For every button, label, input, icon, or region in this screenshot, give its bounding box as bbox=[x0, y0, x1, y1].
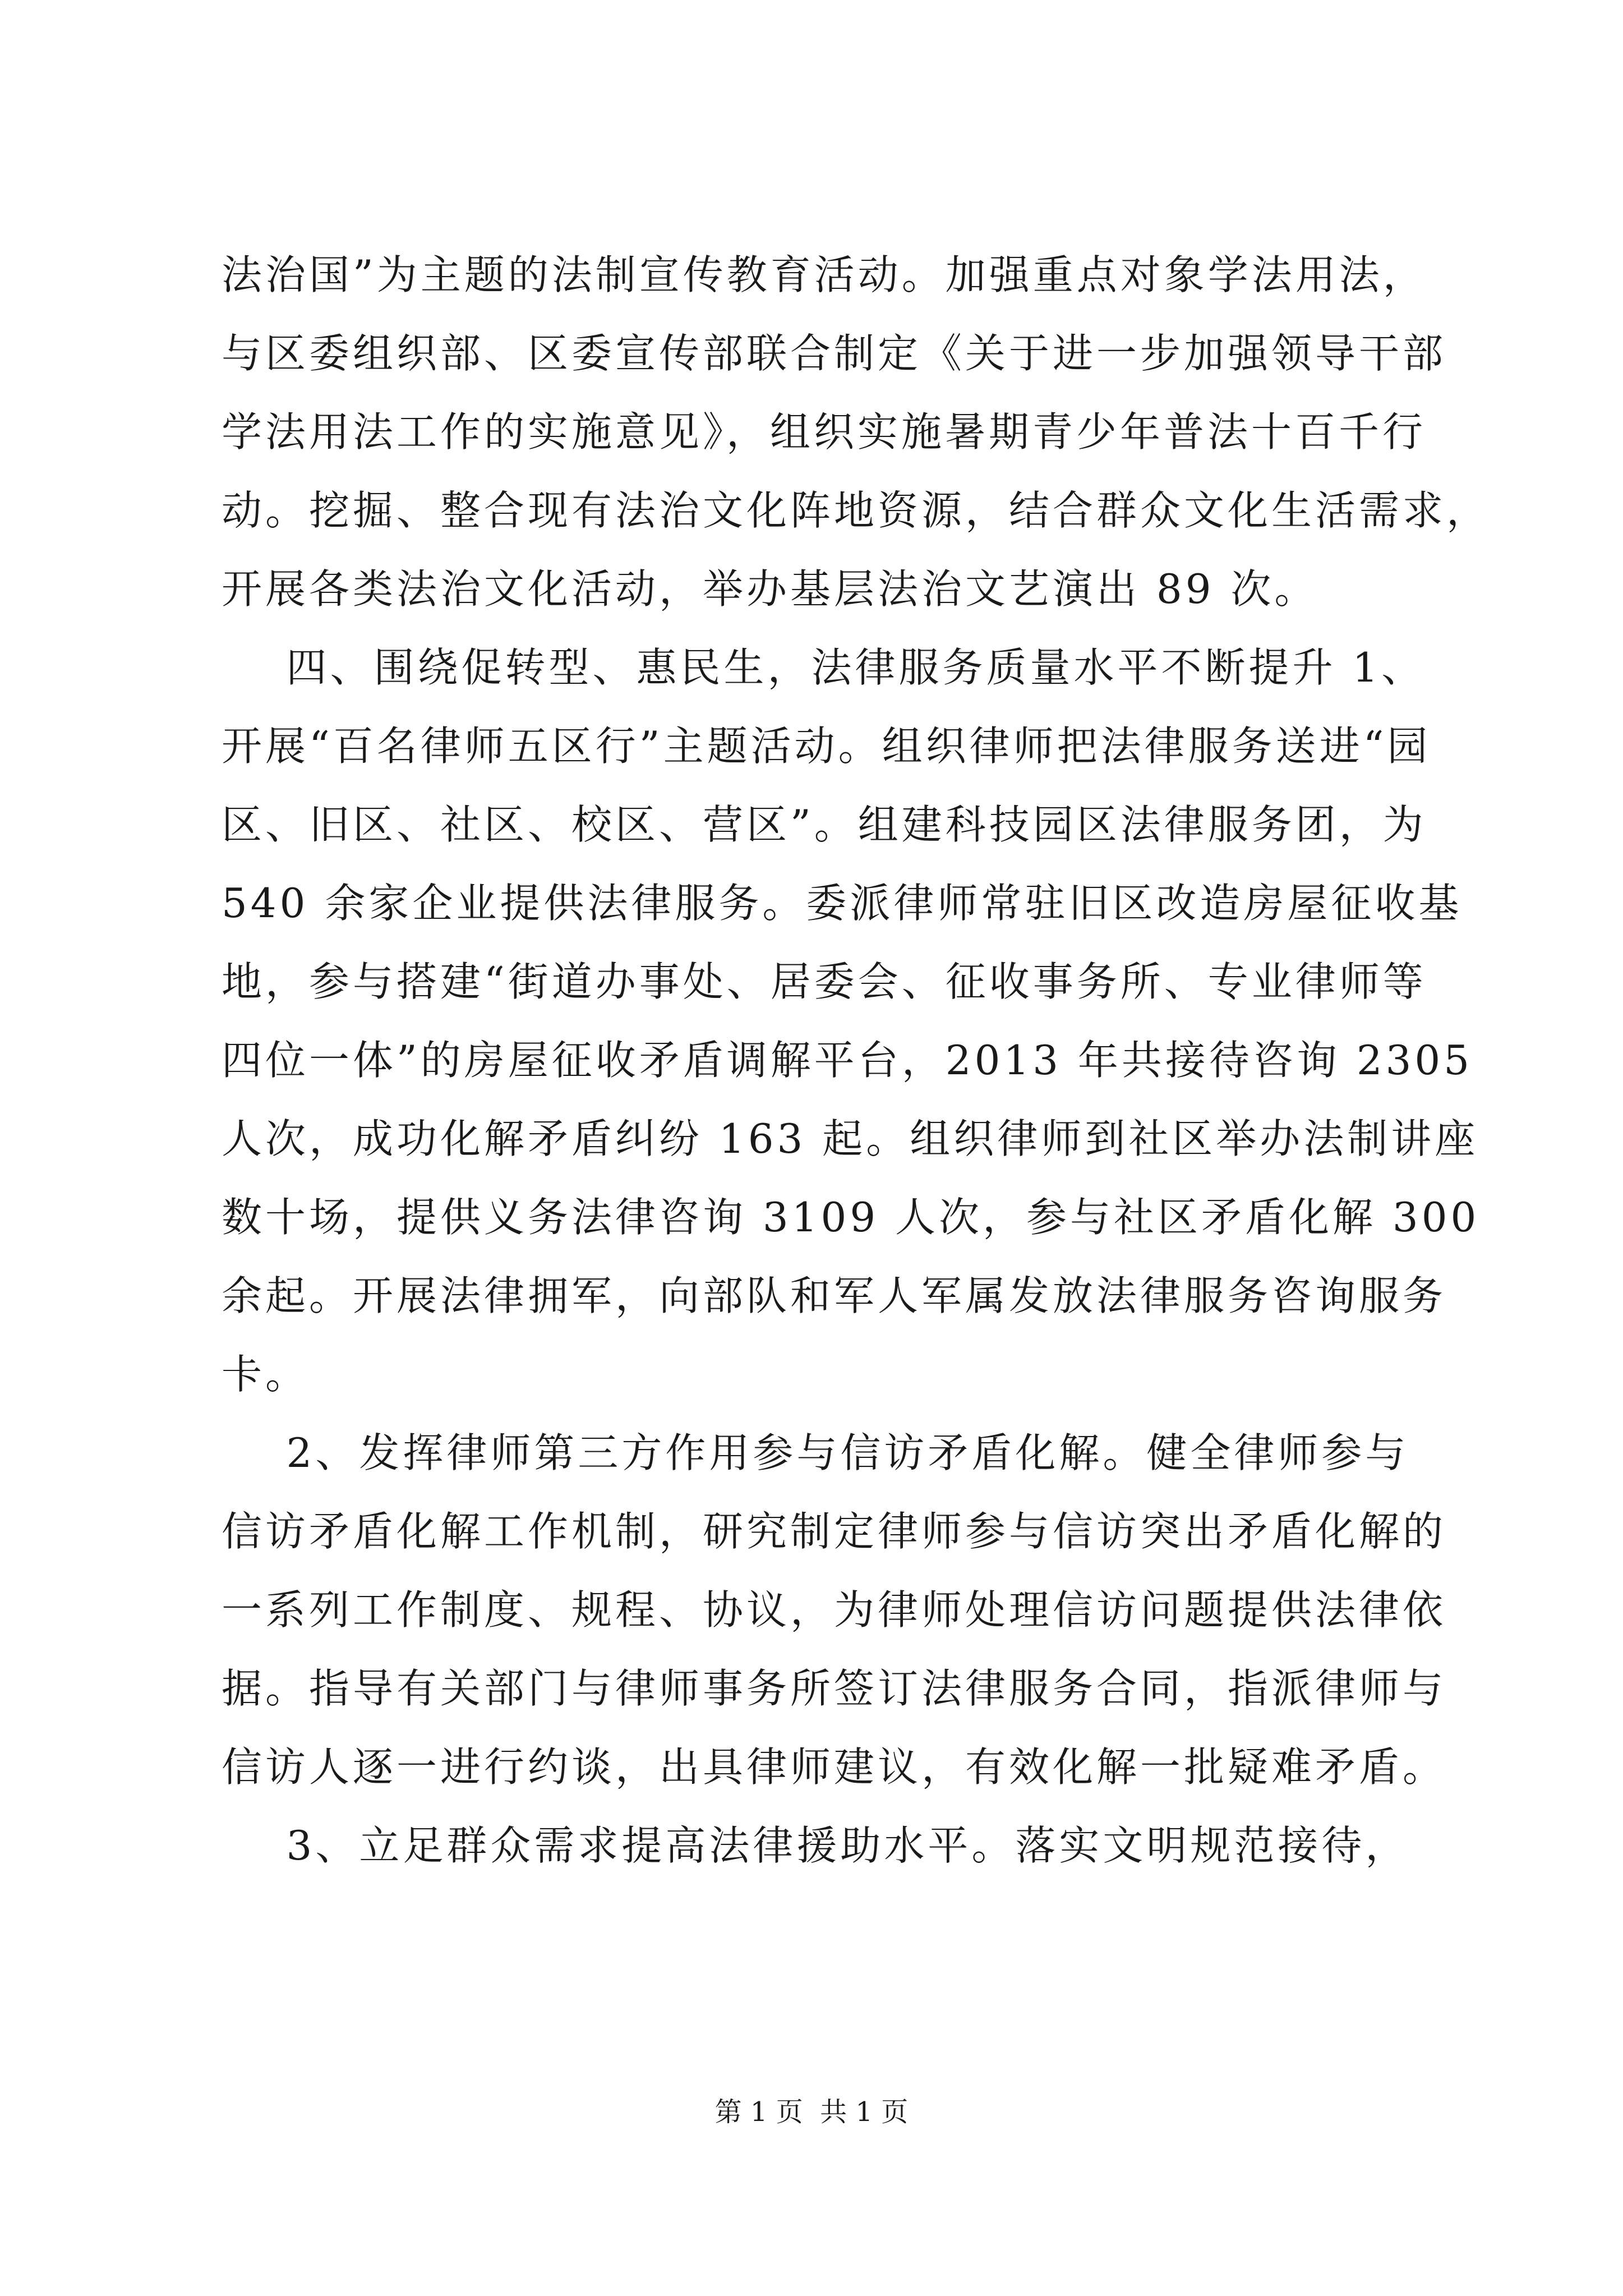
text-line: 开展“百名律师五区行”主题活动。组织律师把法律服务送进“园 bbox=[222, 723, 1431, 770]
text-line: 卡。 bbox=[222, 1351, 310, 1398]
text-line: 数十场，提供义务法律咨询 3109 人次，参与社区矛盾化解 300 bbox=[222, 1194, 1480, 1241]
text-line: 开展各类法治文化活动，举办基层法治文艺演出 89 次。 bbox=[222, 565, 1318, 613]
text-line: 四位一体”的房屋征收矛盾调解平台，2013 年共接待咨询 2305 bbox=[222, 1037, 1473, 1084]
text-line: 信访矛盾化解工作机制，研究制定律师参与信访突出矛盾化解的 bbox=[222, 1508, 1447, 1555]
text-line: 一系列工作制度、规程、协议，为律师处理信访问题提供法律依 bbox=[222, 1586, 1447, 1634]
text-line: 动。挖掘、整合现有法治文化阵地资源，结合群众文化生活需求， bbox=[222, 487, 1491, 534]
text-line: 区、旧区、社区、校区、营区”。组建科技园区法律服务团，为 bbox=[222, 801, 1427, 848]
text-line: 人次，成功化解矛盾纠纷 163 起。组织律师到社区举办法制讲座 bbox=[222, 1115, 1479, 1162]
text-line: 与区委组织部、区委宣传部联合制定《关于进一步加强领导干部 bbox=[222, 330, 1447, 377]
text-line: 2、发挥律师第三方作用参与信访矛盾化解。健全律师参与 bbox=[222, 1429, 1409, 1476]
text-line: 3、立足群众需求提高法律援助水平。落实文明规范接待， bbox=[222, 1822, 1409, 1869]
text-line: 学法用法工作的实施意见》，组织实施暑期青少年普法十百千行 bbox=[222, 408, 1427, 455]
text-line: 余起。开展法律拥军，向部队和军人军属发放法律服务咨询服务 bbox=[222, 1272, 1447, 1319]
text-line: 地，参与搭建“街道办事处、居委会、征收事务所、专业律师等 bbox=[222, 958, 1427, 1005]
body-text bbox=[222, 236, 1491, 1885]
page-number: 第 1 页 共 1 页 bbox=[714, 2096, 909, 2128]
text-line: 法治国”为主题的法制宣传教育活动。加强重点对象学法用法， bbox=[222, 251, 1427, 298]
text-line: 540 余家企业提供法律服务。委派律师常驻旧区改造房屋征收基 bbox=[222, 880, 1463, 927]
text-line: 信访人逐一进行约谈，出具律师建议，有效化解一批疑难矛盾。 bbox=[222, 1743, 1447, 1791]
text-line: 四、围绕促转型、惠民生，法律服务质量水平不断提升 1、 bbox=[222, 644, 1426, 691]
page-footer bbox=[0, 2092, 1623, 2132]
text-line: 据。指导有关部门与律师事务所签订法律服务合同，指派律师与 bbox=[222, 1665, 1447, 1712]
